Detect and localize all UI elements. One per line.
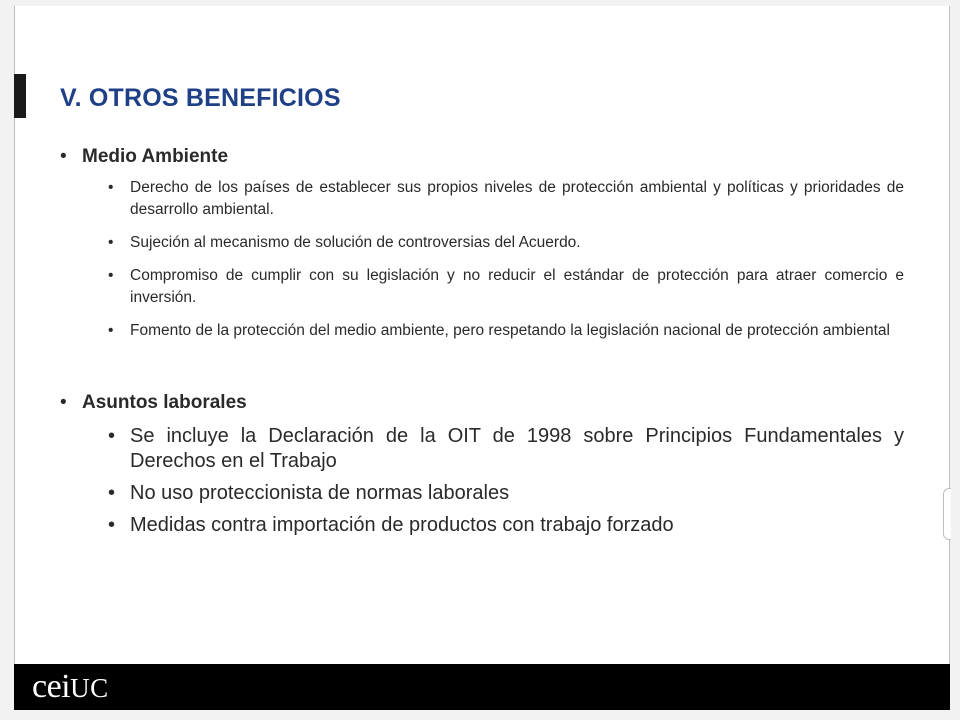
list-item: • No uso proteccionista de normas laborales — [60, 481, 904, 506]
list-item: • Compromiso de cumplir con su legislación y no reducir el estándar de protección para atraer comercio e inversión. — [60, 265, 904, 309]
title-accent-bar — [14, 74, 26, 118]
logo-suffix-text: UC — [70, 673, 109, 703]
list-item: • Derecho de los países de establecer sus propios niveles de protección ambiental y políticas y prioridades de desarrollo ambiental. — [60, 177, 904, 221]
list-item: • Medidas contra importación de productos con trabajo forzado — [60, 513, 904, 538]
medio-ambiente-list — [60, 177, 904, 342]
section-heading-medio-ambiente: • Medio Ambiente — [60, 144, 904, 170]
footer-bar — [14, 664, 950, 710]
list-item: • Fomento de la protección del medio ambiente, pero respetando la legislación nacional de protección ambiental — [60, 320, 904, 342]
slide-content — [60, 144, 904, 538]
list-item: • Se incluye la Declaración de la OIT de 1998 sobre Principios Fundamentales y Derechos en el Trabajo — [60, 424, 904, 474]
ceiuc-logo — [32, 668, 109, 707]
list-item: • Sujeción al mecanismo de solución de controversias del Acuerdo. — [60, 232, 904, 254]
section-heading-asuntos-laborales: • Asuntos laborales — [60, 390, 904, 416]
logo-main-text: cei — [32, 668, 71, 705]
page-title: V. OTROS BENEFICIOS — [60, 84, 341, 112]
right-edge-tab — [943, 488, 951, 540]
asuntos-laborales-list — [60, 424, 904, 538]
